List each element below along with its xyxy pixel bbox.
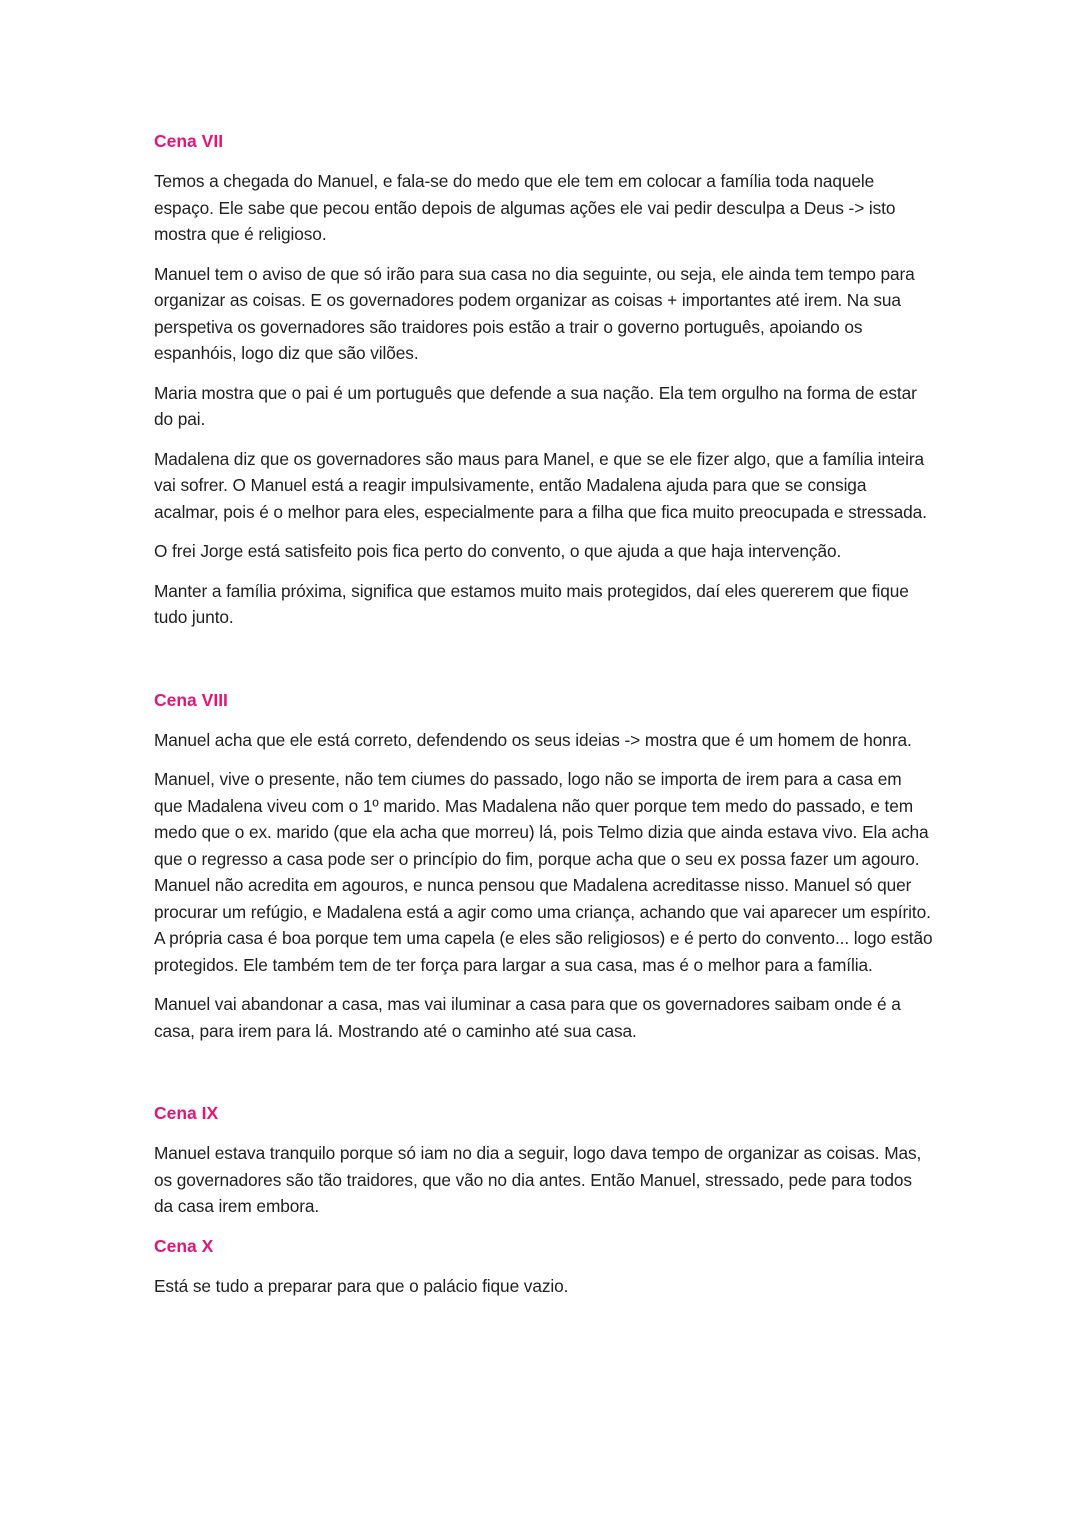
document-page	[154, 128, 934, 1312]
section-heading: Cena X	[154, 1235, 214, 1256]
paragraph: Maria mostra que o pai é um português que defende a sua nação. Ela tem orgulho na forma de estar do pai.	[154, 382, 917, 429]
paragraph: Está se tudo a preparar para que o palácio fique vazio.	[154, 1275, 569, 1296]
section-heading: Cena VIII	[154, 689, 228, 710]
paragraph: Manuel estava tranquilo porque só iam no dia a seguir, logo dava tempo de organizar as coisas. Mas, os governadores são tão traidores, que vão no dia antes. Então Manuel, stressado, pede para todos da casa irem embora.	[154, 1143, 922, 1216]
paragraph: Temos a chegada do Manuel, e fala-se do medo que ele tem em colocar a família toda naquele espaço. Ele sabe que pecou então depois de algumas ações ele vai pedir desculpa a Deus -> isto mostra que é religioso.	[154, 171, 896, 244]
section-cena-x	[154, 1233, 934, 1300]
section-cena-ix	[154, 1100, 934, 1220]
section-cena-viii	[154, 687, 934, 1045]
section-cena-vii	[154, 128, 934, 631]
section-heading: Cena IX	[154, 1103, 219, 1123]
paragraph: Manuel acha que ele está correto, defendendo os seus ideias -> mostra que é um homem de honra.	[154, 729, 912, 750]
paragraph: Manuel, vive o presente, não tem ciumes do passado, logo não se importa de irem para a casa em que Madalena viveu com o 1º marido. Mas Madalena não quer porque tem medo do passado, e tem medo que o ex. marido (que ela acha que morreu) lá, pois Telmo dizia que ainda estava vivo. Ela acha que o regresso a casa pode ser o princípio do fim, porque acha que o seu ex possa fazer um agouro. Manuel não acredita em agouros, e nunca pensou que Madalena acreditasse nisso. Manuel só quer procurar um refúgio, e Madalena está a agir como uma criança, achando que vai aparecer um espírito. A própria casa é boa porque tem uma capela (e eles são religiosos) e é perto do convento... logo estão protegidos. Ele também tem de ter força para largar a sua casa, mas é o melhor para a família.	[154, 769, 933, 975]
paragraph: O frei Jorge está satisfeito pois fica perto do convento, o que ajuda a que haja intervenção.	[154, 541, 842, 561]
paragraph: Madalena diz que os governadores são maus para Manel, e que se ele fizer algo, que a família inteira vai sofrer. O Manuel está a reagir impulsivamente, então Madalena ajuda para que se consiga acalmar, pois é o melhor para eles, especialmente para a filha que fica muito preocupada e stressada.	[154, 448, 927, 522]
paragraph: Manuel tem o aviso de que só irão para sua casa no dia seguinte, ou seja, ele ainda tem tempo para organizar as coisas. E os governadores podem organizar as coisas + importantes até irem. Na sua perspetiva os governadores são traidores pois estão a trair o governo português, apoiando os espanhóis, logo diz que são vilões.	[154, 263, 915, 363]
paragraph: Manuel vai abandonar a casa, mas vai iluminar a casa para que os governadores saibam onde é a casa, para irem para lá. Mostrando até o caminho até sua casa.	[154, 994, 901, 1041]
section-heading: Cena VII	[154, 131, 224, 151]
paragraph: Manter a família próxima, significa que estamos muito mais protegidos, daí eles quererem que fique tudo junto.	[154, 580, 909, 627]
